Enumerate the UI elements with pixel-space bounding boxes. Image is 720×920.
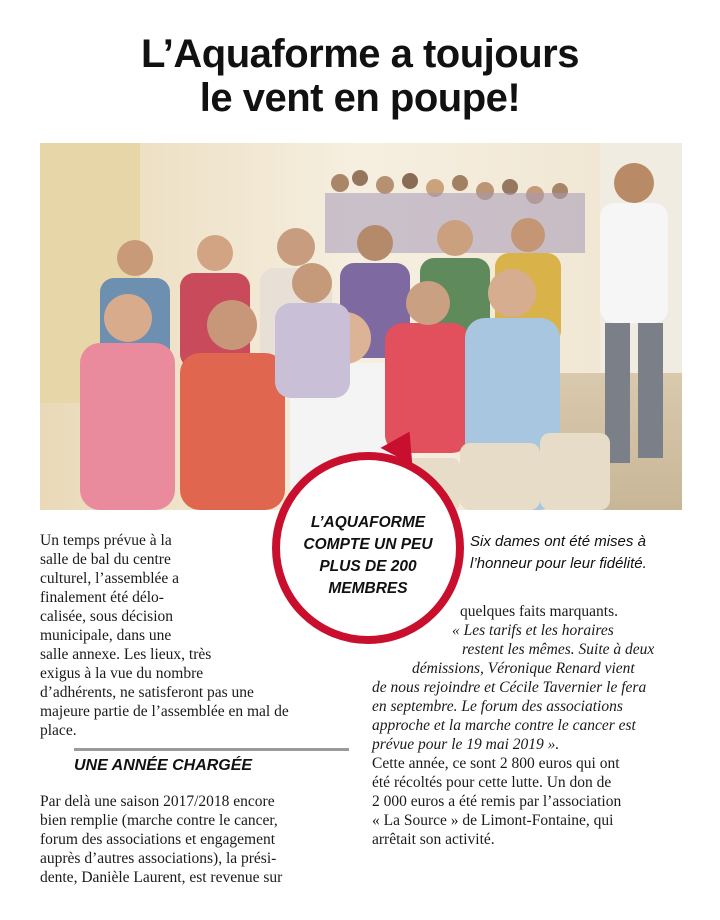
subhead: UNE ANNÉE CHARGÉE (74, 757, 253, 774)
body-line: finalement été délo- (40, 589, 164, 606)
body-line: place. (40, 722, 77, 739)
body-line: auprès d’autres associations), la prési- (40, 850, 277, 867)
headline (0, 32, 720, 120)
caption-line: Six dames ont été mises à (470, 533, 646, 550)
headline-line-1: L’Aquaforme a toujours (141, 32, 579, 76)
body-line: en septembre. Le forum des associations (372, 698, 623, 715)
photo-caption (470, 531, 647, 575)
body-line: Par delà une saison 2017/2018 encore (40, 793, 275, 810)
body-line: « La Source » de Limont-Fontaine, qui (372, 812, 614, 829)
body-line: culturel, l’assemblée a (40, 570, 180, 587)
body-line: salle de bal du centre (40, 551, 171, 568)
body-line: municipale, dans une (40, 627, 172, 644)
article-column-2 (372, 602, 654, 849)
article-column-1-top (40, 531, 289, 740)
body-line: calisée, sous décision (40, 608, 174, 625)
body-line: 2 000 euros a été remis par l’association (372, 793, 622, 810)
subhead-rule (74, 748, 349, 751)
body-line: approche et la marche contre le cancer est (372, 717, 636, 734)
body-line: dente, Danièle Laurent, est revenue sur (40, 869, 283, 886)
body-line: restent les mêmes. Suite à deux (462, 641, 655, 658)
caption-line: l’honneur pour leur fidélité. (470, 555, 647, 572)
pull-quote-text (280, 512, 456, 600)
body-line: Un temps prévue à la (40, 532, 172, 549)
pull-quote-line: COMPTE UN PEU (303, 536, 433, 553)
body-line: Cette année, ce sont 2 800 euros qui ont (372, 755, 620, 772)
body-line: exigus à la vue du nombre (40, 665, 204, 682)
pull-quote-line: L’AQUAFORME (310, 514, 426, 531)
body-line: quelques faits marquants. (460, 603, 618, 620)
body-line: arrêtait son activité. (372, 831, 495, 848)
article-column-1-bottom (40, 792, 282, 887)
body-line: démissions, Véronique Renard vient (412, 660, 635, 677)
body-line: de nous rejoindre et Cécile Tavernier le fera (372, 679, 647, 696)
body-line: bien remplie (marche contre le cancer, (40, 812, 278, 829)
body-line: d’adhérents, ne satisferont pas une (40, 684, 254, 701)
body-line: « Les tarifs et les horaires (452, 622, 614, 639)
body-line: forum des associations et engagement (40, 831, 276, 848)
pull-quote-line: MEMBRES (328, 580, 408, 597)
body-line: été récoltés pour cette lutte. Un don de (372, 774, 612, 791)
body-line: prévue pour le 19 mai 2019 ». (372, 736, 560, 753)
headline-line-2: le vent en poupe! (199, 76, 521, 120)
body-line: salle annexe. Les lieux, très (40, 646, 212, 663)
pull-quote-line: PLUS DE 200 (319, 558, 417, 575)
body-line: majeure partie de l’assemblée en mal de (40, 703, 289, 720)
